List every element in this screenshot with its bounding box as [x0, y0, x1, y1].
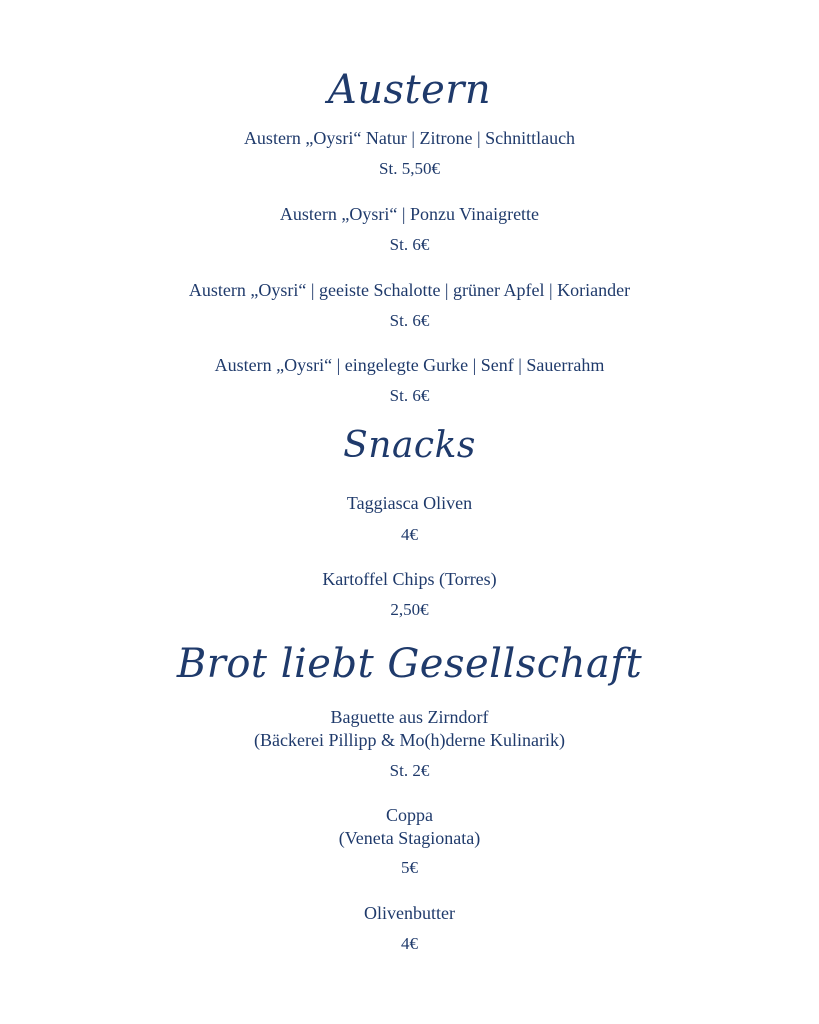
menu-item-price: St. 6€: [389, 235, 430, 254]
menu-item-price: 4€: [401, 934, 418, 953]
menu-item-price: St. 6€: [389, 311, 430, 330]
menu-item-name: Olivenbutter: [364, 903, 455, 923]
menu-item-price: St. 6€: [389, 386, 430, 405]
menu-item-name: Kartoffel Chips (Torres): [322, 569, 497, 589]
menu-item-price: 5€: [401, 858, 418, 877]
menu-item-name: Coppa: [386, 805, 433, 825]
menu-item-name: Taggiasca Oliven: [346, 493, 473, 513]
menu-item-subtitle: (Bäckerei Pillipp & Mo(h)derne Kulinarik): [254, 730, 565, 750]
menu-item-name: Baguette aus Zirndorf: [330, 707, 489, 727]
menu-item-price: St. 2€: [389, 761, 430, 780]
menu-item-subtitle: (Veneta Stagionata): [338, 828, 481, 848]
menu-item-price: 2,50€: [390, 600, 429, 619]
section-heading-snacks: Snacks: [343, 425, 476, 466]
menu-item-name: Austern „Oysri“ Natur | Zitrone | Schnittlauch: [243, 128, 576, 148]
menu-item-name: Austern „Oysri“ | eingelegte Gurke | Senf | Sauerrahm: [214, 355, 605, 375]
menu-item-name: Austern „Oysri“ | Ponzu Vinaigrette: [279, 204, 540, 224]
section-heading-austern: Austern: [327, 67, 492, 113]
section-heading-brot: Brot liebt Gesellschaft: [176, 641, 643, 687]
menu-item-price: 4€: [401, 525, 418, 544]
menu-item-name: Austern „Oysri“ | geeiste Schalotte | grüner Apfel | Koriander: [188, 280, 631, 300]
menu-item-price: St. 5,50€: [379, 159, 440, 178]
